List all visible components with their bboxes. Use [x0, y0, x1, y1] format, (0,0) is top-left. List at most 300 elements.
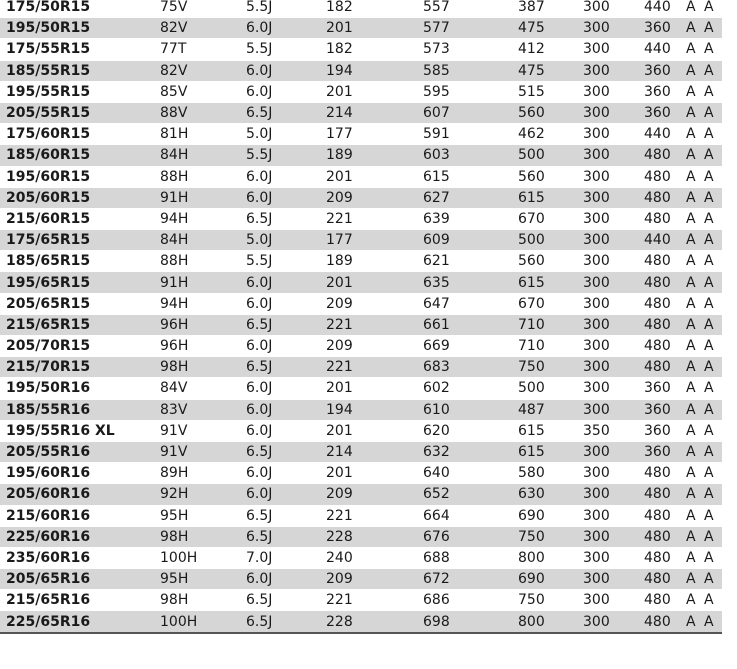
tire-size-cell: 195/50R15: [0, 18, 150, 39]
load-value-cell: 475: [506, 18, 583, 39]
max-value-cell: 480: [644, 463, 686, 484]
tire-size-cell: 205/60R15: [0, 187, 150, 208]
load-value-cell: 710: [506, 314, 583, 335]
rating-a-cell: A: [686, 60, 704, 81]
load-speed-index-cell: 82V: [150, 18, 242, 39]
table-row: [0, 166, 722, 187]
rating-a-cell: A: [686, 166, 704, 187]
rim-width-cell: 6.0J: [242, 484, 324, 505]
rim-width-cell: 6.5J: [242, 102, 324, 123]
rating-b-cell: A: [704, 102, 722, 123]
load-value-cell: 690: [506, 569, 583, 590]
max-value-cell: 360: [644, 441, 686, 462]
section-width-cell: 182: [324, 39, 416, 60]
tire-size-cell: 225/65R16: [0, 611, 150, 633]
max-value-cell: 480: [644, 314, 686, 335]
table-row: [0, 505, 722, 526]
section-width-cell: 221: [324, 505, 416, 526]
load-speed-index-cell: 82V: [150, 60, 242, 81]
load-speed-index-cell: 85V: [150, 81, 242, 102]
rim-width-cell: 6.0J: [242, 569, 324, 590]
rating-b-cell: A: [704, 230, 722, 251]
rating-b-cell: A: [704, 18, 722, 39]
tire-size-cell: 215/60R15: [0, 208, 150, 229]
overall-diameter-cell: 577: [416, 18, 506, 39]
load-value-cell: 670: [506, 208, 583, 229]
pressure-value-cell: 300: [583, 81, 644, 102]
load-value-cell: 387: [506, 0, 583, 18]
table-row: [0, 39, 722, 60]
load-value-cell: 630: [506, 484, 583, 505]
pressure-value-cell: 300: [583, 145, 644, 166]
rating-b-cell: A: [704, 441, 722, 462]
pressure-value-cell: 300: [583, 484, 644, 505]
tire-size-cell: 195/55R15: [0, 81, 150, 102]
tire-size-cell: 185/60R15: [0, 145, 150, 166]
tire-size-cell: 235/60R16: [0, 547, 150, 568]
max-value-cell: 480: [644, 526, 686, 547]
section-width-cell: 182: [324, 0, 416, 18]
rim-width-cell: 6.0J: [242, 378, 324, 399]
max-value-cell: 360: [644, 18, 686, 39]
rim-width-cell: 6.0J: [242, 81, 324, 102]
rim-width-cell: 7.0J: [242, 547, 324, 568]
overall-diameter-cell: 591: [416, 124, 506, 145]
table-row: [0, 230, 722, 251]
rim-width-cell: 5.5J: [242, 145, 324, 166]
rim-width-cell: 6.5J: [242, 357, 324, 378]
overall-diameter-cell: 698: [416, 611, 506, 633]
table-row: [0, 187, 722, 208]
load-value-cell: 560: [506, 166, 583, 187]
load-speed-index-cell: 91H: [150, 272, 242, 293]
section-width-cell: 228: [324, 526, 416, 547]
pressure-value-cell: 300: [583, 357, 644, 378]
table-row: [0, 314, 722, 335]
section-width-cell: 209: [324, 336, 416, 357]
tire-size-cell: 215/65R15: [0, 314, 150, 335]
table-row: [0, 420, 722, 441]
load-value-cell: 560: [506, 102, 583, 123]
overall-diameter-cell: 652: [416, 484, 506, 505]
rating-a-cell: A: [686, 208, 704, 229]
rim-width-cell: 6.0J: [242, 463, 324, 484]
load-speed-index-cell: 75V: [150, 0, 242, 18]
rating-b-cell: A: [704, 505, 722, 526]
rating-b-cell: A: [704, 314, 722, 335]
tire-size-cell: 205/55R15: [0, 102, 150, 123]
overall-diameter-cell: 688: [416, 547, 506, 568]
load-value-cell: 690: [506, 505, 583, 526]
overall-diameter-cell: 664: [416, 505, 506, 526]
section-width-cell: 201: [324, 420, 416, 441]
rating-a-cell: A: [686, 547, 704, 568]
max-value-cell: 480: [644, 569, 686, 590]
overall-diameter-cell: 647: [416, 293, 506, 314]
load-speed-index-cell: 77T: [150, 39, 242, 60]
overall-diameter-cell: 609: [416, 230, 506, 251]
table-row: [0, 81, 722, 102]
pressure-value-cell: 300: [583, 187, 644, 208]
load-speed-index-cell: 83V: [150, 399, 242, 420]
pressure-value-cell: 300: [583, 463, 644, 484]
section-width-cell: 201: [324, 81, 416, 102]
load-value-cell: 462: [506, 124, 583, 145]
load-value-cell: 615: [506, 272, 583, 293]
pressure-value-cell: 300: [583, 102, 644, 123]
pressure-value-cell: 300: [583, 336, 644, 357]
load-value-cell: 500: [506, 230, 583, 251]
load-speed-index-cell: 100H: [150, 611, 242, 633]
load-value-cell: 615: [506, 441, 583, 462]
load-value-cell: 515: [506, 81, 583, 102]
section-width-cell: 240: [324, 547, 416, 568]
rating-b-cell: A: [704, 208, 722, 229]
max-value-cell: 480: [644, 293, 686, 314]
tire-size-cell: 195/60R15: [0, 166, 150, 187]
load-value-cell: 500: [506, 145, 583, 166]
tire-size-cell: 205/65R15: [0, 293, 150, 314]
load-value-cell: 500: [506, 378, 583, 399]
rim-width-cell: 6.0J: [242, 399, 324, 420]
tire-size-cell: 195/50R16: [0, 378, 150, 399]
table-row: [0, 484, 722, 505]
overall-diameter-cell: 602: [416, 378, 506, 399]
overall-diameter-cell: 661: [416, 314, 506, 335]
table-row: [0, 463, 722, 484]
rim-width-cell: 6.5J: [242, 314, 324, 335]
rim-width-cell: 6.0J: [242, 272, 324, 293]
table-row: [0, 251, 722, 272]
max-value-cell: 360: [644, 102, 686, 123]
rating-a-cell: A: [686, 251, 704, 272]
rim-width-cell: 6.0J: [242, 336, 324, 357]
rim-width-cell: 6.0J: [242, 60, 324, 81]
load-value-cell: 560: [506, 251, 583, 272]
tire-size-cell: 185/65R15: [0, 251, 150, 272]
max-value-cell: 480: [644, 547, 686, 568]
pressure-value-cell: 300: [583, 124, 644, 145]
table-row: [0, 378, 722, 399]
table-row: [0, 441, 722, 462]
rating-a-cell: A: [686, 399, 704, 420]
rating-b-cell: A: [704, 272, 722, 293]
load-value-cell: 615: [506, 187, 583, 208]
table-row: [0, 590, 722, 611]
rating-b-cell: A: [704, 569, 722, 590]
load-value-cell: 615: [506, 420, 583, 441]
rating-a-cell: A: [686, 526, 704, 547]
rating-a-cell: A: [686, 145, 704, 166]
table-row: [0, 293, 722, 314]
tire-size-cell: 205/70R15: [0, 336, 150, 357]
overall-diameter-cell: 639: [416, 208, 506, 229]
rim-width-cell: 6.0J: [242, 293, 324, 314]
overall-diameter-cell: 627: [416, 187, 506, 208]
max-value-cell: 480: [644, 166, 686, 187]
section-width-cell: 209: [324, 187, 416, 208]
max-value-cell: 480: [644, 208, 686, 229]
table-row: [0, 124, 722, 145]
max-value-cell: 440: [644, 124, 686, 145]
section-width-cell: 221: [324, 590, 416, 611]
table-row: [0, 357, 722, 378]
rim-width-cell: 5.5J: [242, 0, 324, 18]
section-width-cell: 194: [324, 60, 416, 81]
pressure-value-cell: 300: [583, 590, 644, 611]
table-row: [0, 611, 722, 633]
rim-width-cell: 6.0J: [242, 166, 324, 187]
load-value-cell: 710: [506, 336, 583, 357]
overall-diameter-cell: 683: [416, 357, 506, 378]
max-value-cell: 480: [644, 611, 686, 633]
section-width-cell: 177: [324, 124, 416, 145]
load-speed-index-cell: 89H: [150, 463, 242, 484]
load-speed-index-cell: 88V: [150, 102, 242, 123]
max-value-cell: 480: [644, 357, 686, 378]
section-width-cell: 209: [324, 293, 416, 314]
section-width-cell: 201: [324, 463, 416, 484]
load-speed-index-cell: 84V: [150, 378, 242, 399]
rating-b-cell: A: [704, 484, 722, 505]
max-value-cell: 360: [644, 60, 686, 81]
overall-diameter-cell: 672: [416, 569, 506, 590]
max-value-cell: 480: [644, 505, 686, 526]
rating-b-cell: A: [704, 611, 722, 633]
load-speed-index-cell: 95H: [150, 505, 242, 526]
table-row: [0, 569, 722, 590]
rating-b-cell: A: [704, 399, 722, 420]
tire-size-cell: 205/60R16: [0, 484, 150, 505]
rim-width-cell: 6.5J: [242, 505, 324, 526]
tire-size-cell: 175/65R15: [0, 230, 150, 251]
section-width-cell: 221: [324, 357, 416, 378]
pressure-value-cell: 300: [583, 378, 644, 399]
rim-width-cell: 6.5J: [242, 611, 324, 633]
pressure-value-cell: 300: [583, 611, 644, 633]
load-value-cell: 412: [506, 39, 583, 60]
load-value-cell: 800: [506, 611, 583, 633]
table-row: [0, 526, 722, 547]
rim-width-cell: 5.0J: [242, 124, 324, 145]
rating-a-cell: A: [686, 484, 704, 505]
rim-width-cell: 6.5J: [242, 526, 324, 547]
overall-diameter-cell: 676: [416, 526, 506, 547]
pressure-value-cell: 300: [583, 230, 644, 251]
pressure-value-cell: 300: [583, 314, 644, 335]
overall-diameter-cell: 632: [416, 441, 506, 462]
pressure-value-cell: 300: [583, 293, 644, 314]
rim-width-cell: 6.5J: [242, 208, 324, 229]
load-value-cell: 750: [506, 357, 583, 378]
tire-size-cell: 195/65R15: [0, 272, 150, 293]
rating-a-cell: A: [686, 505, 704, 526]
load-speed-index-cell: 94H: [150, 293, 242, 314]
rating-a-cell: A: [686, 420, 704, 441]
overall-diameter-cell: 557: [416, 0, 506, 18]
pressure-value-cell: 300: [583, 569, 644, 590]
section-width-cell: 221: [324, 314, 416, 335]
rating-b-cell: A: [704, 463, 722, 484]
rating-b-cell: A: [704, 526, 722, 547]
load-value-cell: 487: [506, 399, 583, 420]
load-value-cell: 750: [506, 526, 583, 547]
load-speed-index-cell: 84H: [150, 145, 242, 166]
section-width-cell: 214: [324, 441, 416, 462]
rating-b-cell: A: [704, 420, 722, 441]
rating-b-cell: A: [704, 166, 722, 187]
max-value-cell: 440: [644, 0, 686, 18]
load-speed-index-cell: 96H: [150, 314, 242, 335]
table-row: [0, 208, 722, 229]
overall-diameter-cell: 603: [416, 145, 506, 166]
load-speed-index-cell: 98H: [150, 357, 242, 378]
load-speed-index-cell: 94H: [150, 208, 242, 229]
max-value-cell: 440: [644, 230, 686, 251]
section-width-cell: 209: [324, 569, 416, 590]
section-width-cell: 194: [324, 399, 416, 420]
pressure-value-cell: 300: [583, 526, 644, 547]
pressure-value-cell: 300: [583, 251, 644, 272]
tire-size-cell: 185/55R16: [0, 399, 150, 420]
max-value-cell: 480: [644, 272, 686, 293]
overall-diameter-cell: 620: [416, 420, 506, 441]
rating-a-cell: A: [686, 378, 704, 399]
overall-diameter-cell: 595: [416, 81, 506, 102]
load-speed-index-cell: 81H: [150, 124, 242, 145]
load-speed-index-cell: 98H: [150, 526, 242, 547]
max-value-cell: 360: [644, 378, 686, 399]
load-value-cell: 750: [506, 590, 583, 611]
overall-diameter-cell: 640: [416, 463, 506, 484]
load-speed-index-cell: 84H: [150, 230, 242, 251]
pressure-value-cell: 300: [583, 399, 644, 420]
tire-size-cell: 205/65R16: [0, 569, 150, 590]
overall-diameter-cell: 607: [416, 102, 506, 123]
overall-diameter-cell: 635: [416, 272, 506, 293]
rim-width-cell: 6.5J: [242, 590, 324, 611]
tire-size-cell: 175/50R15: [0, 0, 150, 18]
max-value-cell: 360: [644, 81, 686, 102]
rating-a-cell: A: [686, 0, 704, 18]
overall-diameter-cell: 610: [416, 399, 506, 420]
table-row: [0, 336, 722, 357]
tire-size-cell: 175/60R15: [0, 124, 150, 145]
load-speed-index-cell: 91H: [150, 187, 242, 208]
section-width-cell: 189: [324, 145, 416, 166]
pressure-value-cell: 350: [583, 420, 644, 441]
rating-a-cell: A: [686, 569, 704, 590]
section-width-cell: 228: [324, 611, 416, 633]
section-width-cell: 221: [324, 208, 416, 229]
rating-a-cell: A: [686, 272, 704, 293]
rim-width-cell: 5.5J: [242, 39, 324, 60]
rating-a-cell: A: [686, 611, 704, 633]
rating-b-cell: A: [704, 0, 722, 18]
rating-a-cell: A: [686, 187, 704, 208]
tire-size-cell: 225/60R16: [0, 526, 150, 547]
overall-diameter-cell: 585: [416, 60, 506, 81]
max-value-cell: 440: [644, 39, 686, 60]
load-speed-index-cell: 88H: [150, 166, 242, 187]
rating-b-cell: A: [704, 251, 722, 272]
tire-size-cell: 215/70R15: [0, 357, 150, 378]
pressure-value-cell: 300: [583, 60, 644, 81]
table-row: [0, 272, 722, 293]
load-value-cell: 580: [506, 463, 583, 484]
pressure-value-cell: 300: [583, 547, 644, 568]
load-speed-index-cell: 91V: [150, 420, 242, 441]
load-value-cell: 475: [506, 60, 583, 81]
rating-a-cell: A: [686, 336, 704, 357]
rating-a-cell: A: [686, 441, 704, 462]
section-width-cell: 201: [324, 18, 416, 39]
max-value-cell: 480: [644, 336, 686, 357]
table-row: [0, 0, 722, 18]
section-width-cell: 189: [324, 251, 416, 272]
tire-size-cell: 215/65R16: [0, 590, 150, 611]
rating-a-cell: A: [686, 39, 704, 60]
section-width-cell: 201: [324, 378, 416, 399]
rating-b-cell: A: [704, 81, 722, 102]
rating-b-cell: A: [704, 378, 722, 399]
max-value-cell: 360: [644, 420, 686, 441]
table-row: [0, 102, 722, 123]
overall-diameter-cell: 621: [416, 251, 506, 272]
tire-size-cell: 175/55R15: [0, 39, 150, 60]
rating-b-cell: A: [704, 336, 722, 357]
rim-width-cell: 5.0J: [242, 230, 324, 251]
load-speed-index-cell: 91V: [150, 441, 242, 462]
load-speed-index-cell: 96H: [150, 336, 242, 357]
tire-size-cell: 185/55R15: [0, 60, 150, 81]
rating-b-cell: A: [704, 357, 722, 378]
section-width-cell: 209: [324, 484, 416, 505]
section-width-cell: 201: [324, 272, 416, 293]
pressure-value-cell: 300: [583, 208, 644, 229]
table-row: [0, 399, 722, 420]
pressure-value-cell: 300: [583, 18, 644, 39]
pressure-value-cell: 300: [583, 166, 644, 187]
max-value-cell: 480: [644, 251, 686, 272]
overall-diameter-cell: 669: [416, 336, 506, 357]
pressure-value-cell: 300: [583, 505, 644, 526]
rating-a-cell: A: [686, 463, 704, 484]
pressure-value-cell: 300: [583, 0, 644, 18]
tire-size-cell: 205/55R16: [0, 441, 150, 462]
table-row: [0, 60, 722, 81]
rating-b-cell: A: [704, 39, 722, 60]
max-value-cell: 480: [644, 145, 686, 166]
section-width-cell: 177: [324, 230, 416, 251]
overall-diameter-cell: 615: [416, 166, 506, 187]
rim-width-cell: 6.0J: [242, 187, 324, 208]
rating-b-cell: A: [704, 124, 722, 145]
rating-b-cell: A: [704, 590, 722, 611]
rating-b-cell: A: [704, 547, 722, 568]
rating-b-cell: A: [704, 60, 722, 81]
pressure-value-cell: 300: [583, 272, 644, 293]
rating-b-cell: A: [704, 293, 722, 314]
pressure-value-cell: 300: [583, 39, 644, 60]
rating-a-cell: A: [686, 293, 704, 314]
pressure-value-cell: 300: [583, 441, 644, 462]
rating-b-cell: A: [704, 187, 722, 208]
tire-size-cell: 195/60R16: [0, 463, 150, 484]
overall-diameter-cell: 686: [416, 590, 506, 611]
load-speed-index-cell: 88H: [150, 251, 242, 272]
table-row: [0, 547, 722, 568]
